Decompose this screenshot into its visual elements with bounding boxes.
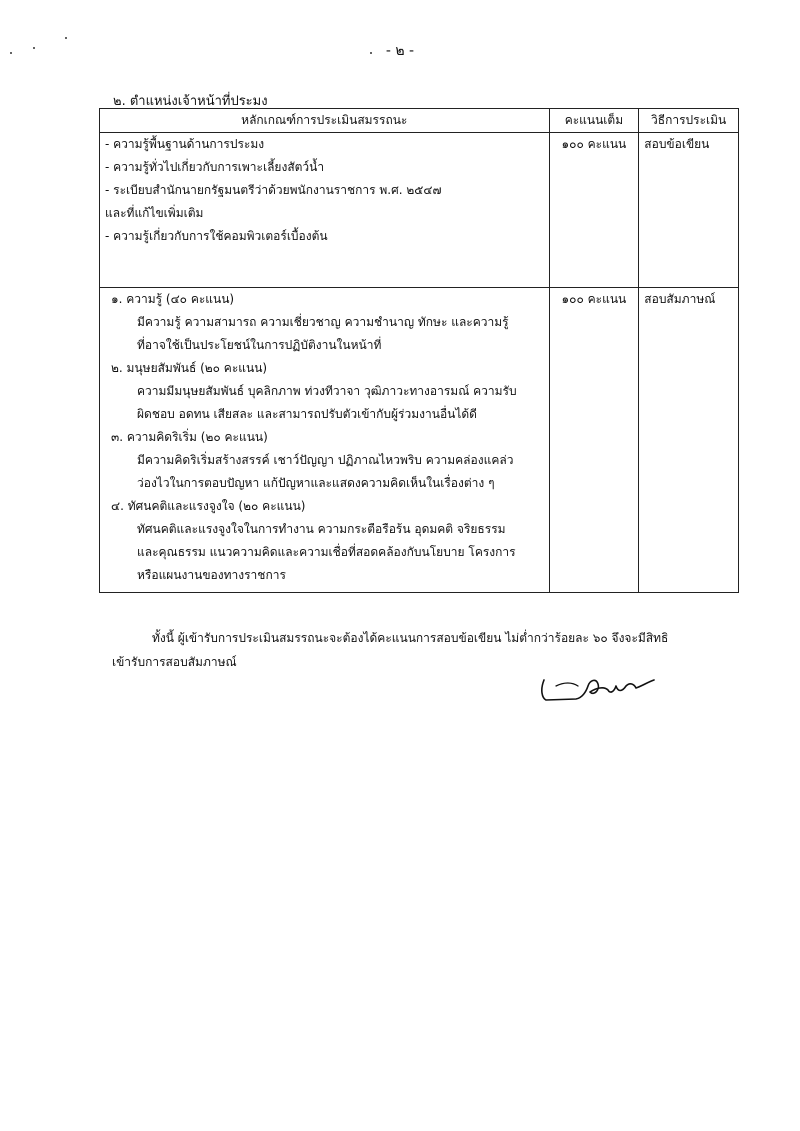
criteria-item-desc: มีความคิดริเริ่มสร้างสรรค์ เชาว์ปัญญา ปฏิภาณไหวพริบ ความคล่องแคล่ว [137,453,514,467]
table-row [100,133,739,288]
note-line-2: เข้ารับการสอบสัมภาษณ์ [112,655,237,669]
criteria-line: - ความรู้เกี่ยวกับการใช้คอมพิวเตอร์เบื้องต้น [105,229,328,243]
section-heading: ๒. ตำแหน่งเจ้าหน้าที่ประมง [113,94,268,109]
handwritten-signature [536,668,656,708]
header-full-score: คะแนนเต็ม [549,109,639,133]
scan-speck [65,37,67,39]
criteria-item-title: ๑. ความรู้ (๔๐ คะแนน) [111,292,235,306]
eligibility-note [112,626,712,674]
note-line-1: ทั้งนี้ ผู้เข้ารับการประเมินสมรรถนะจะต้องได้คะแนนการสอบข้อเขียน ไม่ต่ำกว่าร้อยละ ๖๐ จึงจะมีสิทธิ [152,631,669,645]
criteria-item-desc: มีความรู้ ความสามารถ ความเชี่ยวชาญ ความชำนาญ ทักษะ และความรู้ [137,315,509,329]
criteria-line: - ความรู้ทั่วไปเกี่ยวกับการเพาะเลี้ยงสัตว์น้ำ [105,160,325,174]
criteria-item-desc: ผิดชอบ อดทน เสียสละ และสามารถปรับตัวเข้ากับผู้ร่วมงานอื่นได้ดี [137,407,477,421]
criteria-item-title: ๔. ทัศนคติและแรงจูงใจ (๒๐ คะแนน) [111,499,306,513]
interview-criteria [100,288,550,593]
criteria-item-desc: ความมีมนุษยสัมพันธ์ บุคลิกภาพ ท่วงทีวาจา วุฒิภาวะทางอารมณ์ ความรับ [137,384,517,398]
written-exam-criteria [100,133,550,288]
written-exam-method: สอบข้อเขียน [639,133,739,288]
header-criteria: หลักเกณฑ์การประเมินสมรรถนะ [100,109,550,133]
criteria-item-desc: ทัศนคติและแรงจูงใจในการทำงาน ความกระตือรือร้น อุดมคติ จริยธรรม [137,522,506,536]
criteria-item-desc: ที่อาจใช้เป็นประโยชน์ในการปฏิบัติงานในหน้าที่ [137,338,382,352]
written-exam-score: ๑๐๐ คะแนน [549,133,639,288]
evaluation-criteria-table [99,108,739,593]
criteria-item-desc: หรือแผนงานของทางราชการ [137,568,286,582]
table-header-row [100,109,739,133]
header-method: วิธีการประเมิน [639,109,739,133]
criteria-line: และที่แก้ไขเพิ่มเติม [105,206,204,220]
table-row [100,288,739,593]
criteria-item-desc: ว่องไวในการตอบปัญหา แก้ปัญหาและแสดงความคิดเห็นในเรื่องต่าง ๆ [137,476,495,490]
criteria-line: - ความรู้พื้นฐานด้านการประมง [105,137,265,151]
criteria-item-desc: และคุณธรรม แนวความคิดและความเชื่อที่สอดคล้องกับนโยบาย โครงการ [137,545,516,559]
criteria-line: - ระเบียบสำนักนายกรัฐมนตรีว่าด้วยพนักงานราชการ พ.ศ. ๒๕๔๗ [105,183,442,197]
criteria-item-title: ๓. ความคิดริเริ่ม (๒๐ คะแนน) [111,430,268,444]
criteria-item-title: ๒. มนุษยสัมพันธ์ (๒๐ คะแนน) [111,361,268,375]
page-number: - ๒ - [385,43,415,59]
interview-score: ๑๐๐ คะแนน [549,288,639,593]
interview-method: สอบสัมภาษณ์ [639,288,739,593]
